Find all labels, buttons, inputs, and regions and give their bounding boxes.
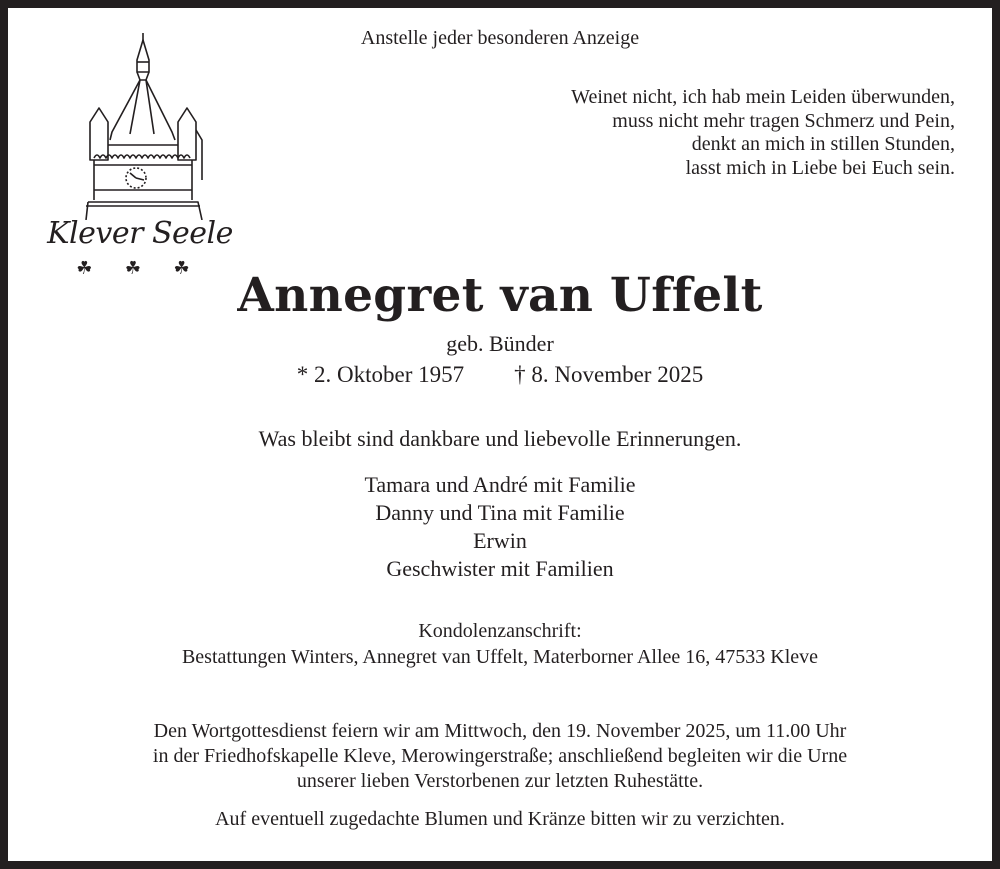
poem-line: lasst mich in Liebe bei Euch sein.	[685, 156, 955, 179]
birth-date: * 2. Oktober 1957	[296, 362, 465, 387]
shamrock-icon: ☘ ☘ ☘	[76, 258, 204, 278]
mourner: Geschwister mit Familien	[386, 556, 614, 581]
condolence-address: Bestattungen Winters, Annegret van Uffelt, Materborner Allee 16, 47533 Kleve	[181, 646, 819, 668]
logo-brand-name: Klever Seele	[47, 216, 233, 251]
mourner: Tamara und André mit Familie	[364, 472, 636, 497]
poem	[355, 86, 955, 180]
service-line: in der Friedhofskapelle Kleve, Merowingerstraße; anschließend begleiten wir die Urne	[152, 745, 848, 767]
life-dates	[0, 362, 1000, 388]
tower-icon	[30, 30, 250, 220]
flowers-note: Auf eventuell zugedachte Blumen und Kränze bitten wir zu verzichten.	[215, 808, 785, 830]
deceased-name: Annegret van Uffelt	[237, 268, 763, 323]
condolence-label: Kondolenzanschrift:	[418, 620, 582, 642]
notice-line: Anstelle jeder besonderen Anzeige	[360, 27, 640, 49]
poem-line: Weinet nicht, ich hab mein Leiden überwunden,	[571, 86, 955, 108]
mourner: Danny und Tina mit Familie	[375, 500, 625, 525]
death-date: † 8. November 2025	[514, 362, 704, 387]
memorial-quote: Was bleibt sind dankbare und liebevolle Erinnerungen.	[258, 426, 742, 451]
service-info	[0, 719, 1000, 794]
poem-line: denkt an mich in stillen Stunden,	[691, 133, 955, 155]
logo	[30, 30, 250, 278]
condolence-section	[0, 618, 1000, 670]
mourner: Erwin	[473, 528, 527, 553]
service-line: Den Wortgottesdienst feiern wir am Mittwoch, den 19. November 2025, um 11.00 Uhr	[153, 720, 847, 742]
mourners-list	[0, 471, 1000, 583]
poem-line: muss nicht mehr tragen Schmerz und Pein,	[612, 109, 955, 132]
maiden-name: geb. Bünder	[446, 331, 554, 356]
service-line: unserer lieben Verstorbenen zur letzten Ruhestätte.	[296, 770, 704, 792]
